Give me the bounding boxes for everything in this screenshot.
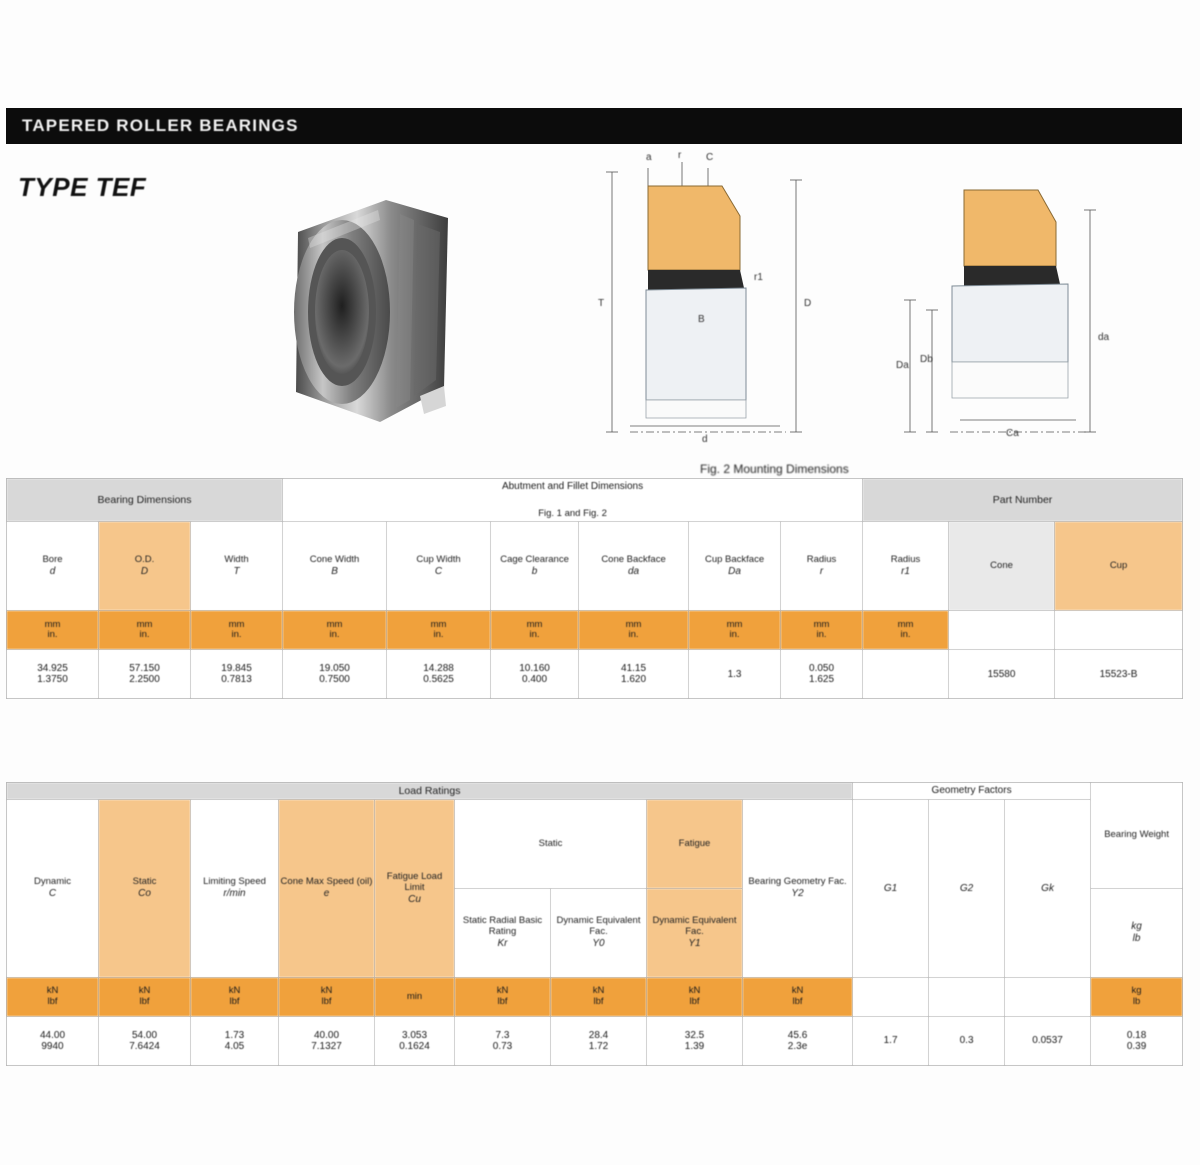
unit-radius-r: mm in. <box>781 611 863 650</box>
unit-g2 <box>929 978 1005 1017</box>
table2-subgroup-header-row <box>7 800 1183 889</box>
cell-width: 19.845 0.7813 <box>191 650 283 699</box>
unit-cage-clearance: mm in. <box>491 611 579 650</box>
cell-limiting-speed: 1.73 4.05 <box>191 1017 279 1066</box>
col-radius-r: Radius r <box>781 522 863 611</box>
unit-static: kN lbf <box>99 978 191 1017</box>
group-part-number: Part Number <box>863 479 1183 522</box>
svg-text:T: T <box>598 298 605 309</box>
unit-dynamic: kN lbf <box>7 978 99 1017</box>
table2-group-header-row <box>7 783 1183 800</box>
bearing-dimensions-table <box>6 478 1183 699</box>
table-row <box>7 650 1183 699</box>
figure-caption: Fig. 2 Mounting Dimensions <box>700 462 849 476</box>
group-bearing-dimensions: Bearing Dimensions <box>7 479 283 522</box>
col-dynamic-equivalent-y0: Dynamic Equivalent Fac. Y0 <box>551 889 647 978</box>
cell-cup-backface: 1.3 <box>689 650 781 699</box>
page-title: TAPERED ROLLER BEARINGS <box>22 116 299 135</box>
unit-width: mm in. <box>191 611 283 650</box>
col-od: O.D. D <box>99 522 191 611</box>
group-abutment-subtitle: Fig. 1 and Fig. 2 <box>538 507 607 519</box>
load-ratings-table <box>6 782 1183 1066</box>
svg-text:r1: r1 <box>754 272 763 283</box>
svg-text:d: d <box>702 434 708 445</box>
svg-text:Db: Db <box>920 354 933 365</box>
table1-units-row <box>7 611 1183 650</box>
col-cup-part: Cup <box>1055 522 1183 611</box>
col-cone-width: Cone Width B <box>283 522 387 611</box>
cell-dyn-eq-y0: 28.4 1.72 <box>551 1017 647 1066</box>
unit-cone-max-speed: kN lbf <box>279 978 375 1017</box>
svg-text:r: r <box>678 150 682 161</box>
table1-group-header-row <box>7 479 1183 522</box>
unit-geometry-factor: kN lbf <box>743 978 853 1017</box>
table2-units-row <box>7 978 1183 1017</box>
svg-text:Ca: Ca <box>1006 428 1019 439</box>
col-cone-max-speed: Cone Max Speed (oil) e <box>279 800 375 978</box>
col-cup-backface: Cup Backface Da <box>689 522 781 611</box>
col-cone-part: Cone <box>949 522 1055 611</box>
unit-cone-part <box>949 611 1055 650</box>
bearing-type-label: TYPE TEF <box>18 172 147 202</box>
col-bearing-geometry-factor: Bearing Geometry Fac. Y2 <box>743 800 853 978</box>
subgroup-static: Static <box>455 800 647 889</box>
bearing-photo <box>268 160 478 450</box>
group-abutment-title: Abutment and Fillet Dimensions <box>501 481 644 492</box>
cell-static-radial: 7.3 0.73 <box>455 1017 551 1066</box>
col-g2: G2 <box>929 800 1005 978</box>
cell-bearing-weight: 0.18 0.39 <box>1091 1017 1183 1066</box>
cell-cone-backface: 41.15 1.620 <box>579 650 689 699</box>
cell-static: 54.00 7.6424 <box>99 1017 191 1066</box>
col-static-radial-basic-rating: Static Radial Basic Rating Kr <box>455 889 551 978</box>
cell-gk: 0.0537 <box>1005 1017 1091 1066</box>
unit-od: mm in. <box>99 611 191 650</box>
col-bearing-weight-units: kg lb <box>1091 889 1183 978</box>
unit-cup-width: mm in. <box>387 611 491 650</box>
cell-od: 57.150 2.2500 <box>99 650 191 699</box>
col-dynamic-equivalent-y1: Dynamic Equivalent Fac. Y1 <box>647 889 743 978</box>
col-bearing-weight: Bearing Weight <box>1091 783 1183 889</box>
col-cage-clearance: Cage Clearance b <box>491 522 579 611</box>
unit-cup-backface: mm in. <box>689 611 781 650</box>
page-header-bar <box>6 108 1182 144</box>
unit-dyn-eq-y1: kN lbf <box>647 978 743 1017</box>
col-cup-width: Cup Width C <box>387 522 491 611</box>
unit-gk <box>1005 978 1091 1017</box>
unit-limiting-speed: kN lbf <box>191 978 279 1017</box>
cell-fatigue-load-limit: 3.053 0.1624 <box>375 1017 455 1066</box>
cell-cage-clearance: 10.160 0.400 <box>491 650 579 699</box>
cell-g1: 1.7 <box>853 1017 929 1066</box>
cell-bore: 34.925 1.3750 <box>7 650 99 699</box>
col-g1: G1 <box>853 800 929 978</box>
unit-dyn-eq-y0: kN lbf <box>551 978 647 1017</box>
group-abutment-dimensions <box>283 479 863 522</box>
cross-section-drawing-2 <box>880 150 1120 450</box>
unit-cone-backface: mm in. <box>579 611 689 650</box>
col-gk: Gk <box>1005 800 1091 978</box>
col-limiting-speed: Limiting Speed r/min <box>191 800 279 978</box>
cell-cone-max-speed: 40.00 7.1327 <box>279 1017 375 1066</box>
cell-dynamic: 44.00 9940 <box>7 1017 99 1066</box>
col-width: Width T <box>191 522 283 611</box>
col-cone-backface: Cone Backface da <box>579 522 689 611</box>
unit-g1 <box>853 978 929 1017</box>
cell-radius-r: 0.050 1.625 <box>781 650 863 699</box>
col-dynamic: Dynamic C <box>7 800 99 978</box>
col-bore: Bore d <box>7 522 99 611</box>
unit-cone-width: mm in. <box>283 611 387 650</box>
table1-column-header-row <box>7 522 1183 611</box>
unit-bearing-weight: kg lb <box>1091 978 1183 1017</box>
cross-section-drawing-1 <box>590 150 830 450</box>
svg-text:da: da <box>1098 332 1110 343</box>
cell-cone-width: 19.050 0.7500 <box>283 650 387 699</box>
col-radius-r1: Radius r1 <box>863 522 949 611</box>
unit-radius-r1: mm in. <box>863 611 949 650</box>
cell-cone-part: 15580 <box>949 650 1055 699</box>
unit-cup-part <box>1055 611 1183 650</box>
svg-text:D: D <box>804 298 812 309</box>
col-static: Static Co <box>99 800 191 978</box>
cell-cup-width: 14.288 0.5625 <box>387 650 491 699</box>
cell-cup-part: 15523-B <box>1055 650 1183 699</box>
svg-text:a: a <box>646 152 652 163</box>
col-fatigue-load-limit: Fatigue Load Limit Cu <box>375 800 455 978</box>
svg-text:Da: Da <box>896 360 909 371</box>
group-load-ratings: Load Ratings <box>7 783 853 800</box>
svg-text:C: C <box>706 152 714 163</box>
cell-dyn-eq-y1: 32.5 1.39 <box>647 1017 743 1066</box>
group-geometry-factors: Geometry Factors <box>853 783 1091 800</box>
cell-geometry-factor: 45.6 2.3e <box>743 1017 853 1066</box>
unit-static-radial: kN lbf <box>455 978 551 1017</box>
table-row <box>7 1017 1183 1066</box>
unit-bore: mm in. <box>7 611 99 650</box>
subgroup-fatigue: Fatigue <box>647 800 743 889</box>
cell-g2: 0.3 <box>929 1017 1005 1066</box>
svg-text:B: B <box>698 314 705 325</box>
unit-fatigue-load-limit: min <box>375 978 455 1017</box>
cell-radius-r1 <box>863 650 949 699</box>
